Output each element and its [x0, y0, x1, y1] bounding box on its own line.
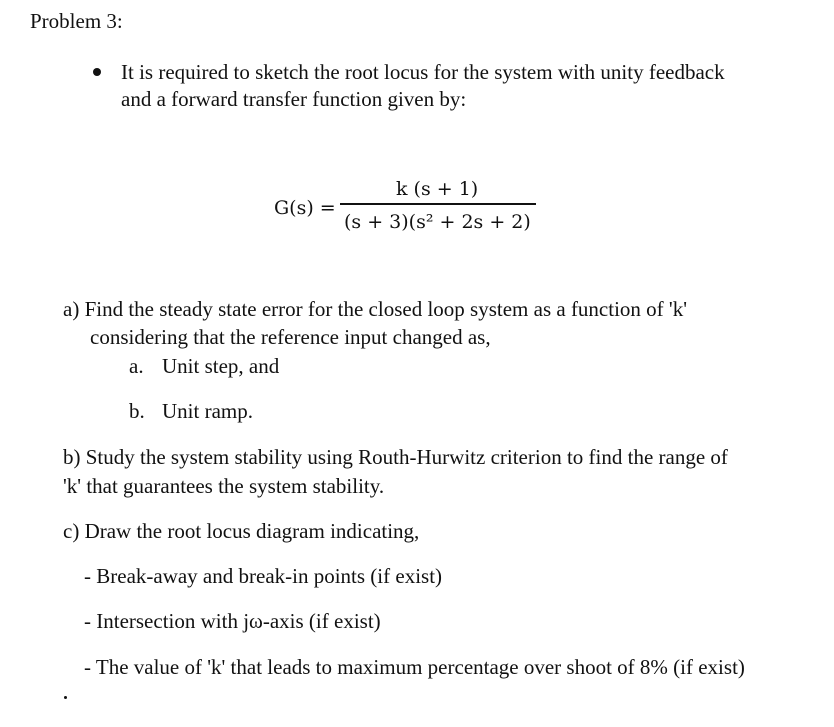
part-a-sub-text-a: Unit step, and: [162, 354, 280, 378]
part-a-line-2: considering that the reference input changed as,: [90, 325, 491, 349]
equation-numerator: k (s + 1): [396, 178, 479, 200]
equation-denominator: (s + 3)(s² + 2s + 2): [344, 211, 531, 233]
part-c-item-jw-axis: - Intersection with jω-axis (if exist): [84, 609, 381, 633]
part-c-item-overshoot: - The value of 'k' that leads to maximum percentage over shoot of 8% (if exist): [84, 655, 745, 679]
fraction-bar: [340, 203, 536, 205]
part-c-heading: c) Draw the root locus diagram indicating,: [63, 519, 420, 543]
part-a-sub-marker-b: b.: [129, 399, 145, 423]
part-a-line-1: a) Find the steady state error for the closed loop system as a function of 'k': [63, 297, 687, 321]
part-c-item-breakaway: - Break-away and break-in points (if exist): [84, 564, 443, 588]
intro-line-1: It is required to sketch the root locus for the system with unity feedback: [121, 60, 725, 84]
part-a-sub-marker-a: a.: [129, 354, 144, 378]
part-b-line-1: b) Study the system stability using Routh-Hurwitz criterion to find the range of: [63, 445, 728, 469]
equation-lhs: G(s) =: [274, 197, 336, 219]
part-b-line-2: 'k' that guarantees the system stability.: [63, 474, 385, 498]
problem-title: Problem 3:: [30, 9, 123, 33]
bullet-icon: [93, 68, 101, 76]
intro-line-2: and a forward transfer function given by:: [121, 87, 467, 111]
part-a-sub-text-b: Unit ramp.: [162, 399, 253, 423]
stray-dot: [64, 696, 67, 699]
